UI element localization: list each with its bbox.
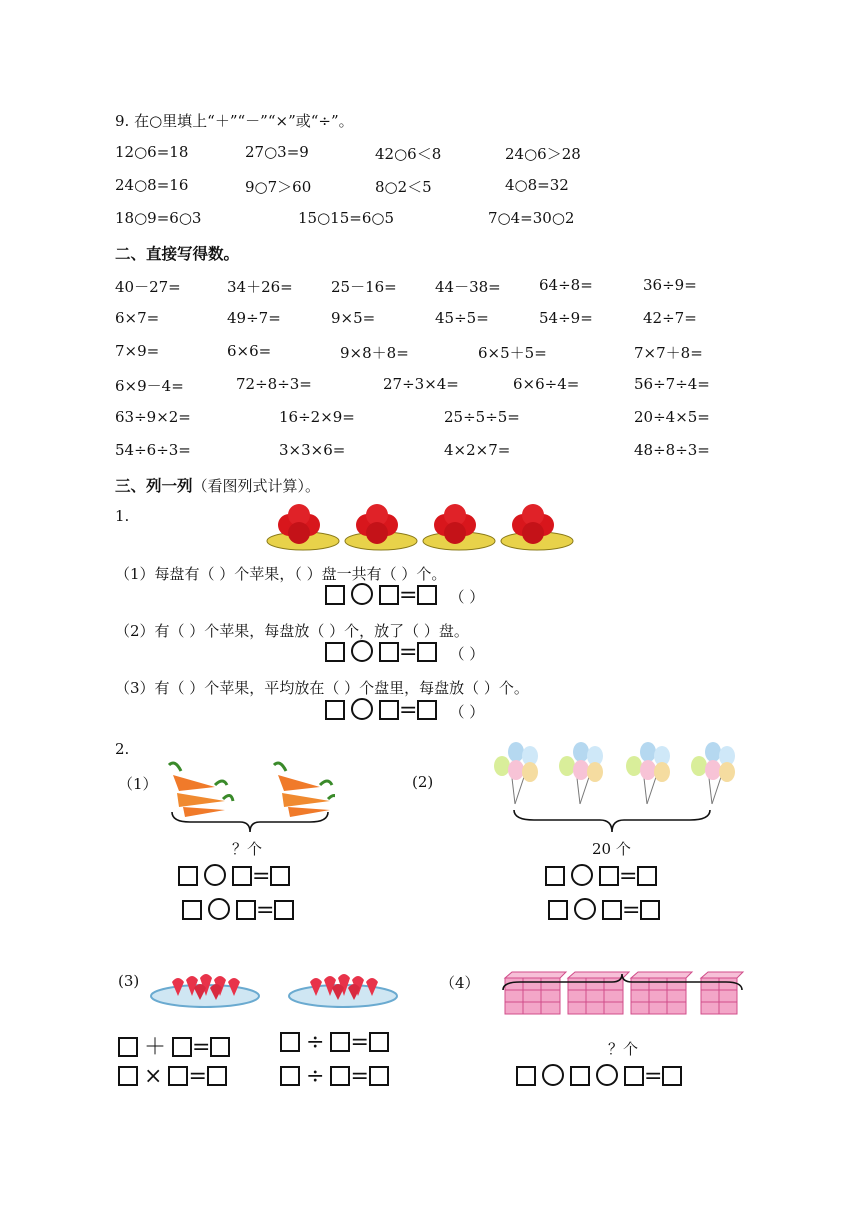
calc-item: 54÷6÷3=: [115, 441, 191, 459]
calc-item: 63÷9×2=: [115, 408, 191, 426]
brace: [170, 810, 330, 834]
calc-item: 64÷8=: [539, 276, 593, 294]
q2-sub3-label: (3): [118, 972, 140, 990]
calc-item: 9×8＋8=: [340, 344, 409, 362]
q1-label: 1.: [115, 507, 130, 525]
q9-item: 12○6=18: [115, 143, 189, 161]
equation-blank: = （ ）: [325, 698, 484, 723]
calc-item: 45÷5=: [435, 309, 489, 327]
equation-blank: =: [516, 1064, 682, 1089]
calc-item: 27÷3×4=: [383, 375, 459, 393]
calc-item: 48÷8÷3=: [634, 441, 710, 459]
equation-blank: =: [182, 898, 294, 923]
calc-item: 49÷7=: [227, 309, 281, 327]
calc-item: 36÷9=: [643, 276, 697, 294]
strawberry-plates-image: [150, 962, 410, 1010]
calc-item: 20÷4×5=: [634, 408, 710, 426]
q2-sub4-label: （4）: [440, 974, 480, 992]
q2-label: 2.: [115, 740, 130, 758]
apple-plate: [345, 504, 417, 550]
apple-plate: [423, 504, 495, 550]
q1-sub3-text: （3）有（ ）个苹果，平均放在（ ）个盘里，每盘放（ ）个。: [115, 679, 529, 697]
q9-title: 9. 在○里填上“＋”“－”“×”或“÷”。: [115, 112, 354, 130]
calc-item: 6×6÷4=: [513, 375, 580, 393]
q2-sub1-label: （1）: [118, 775, 158, 793]
calc-item: 4×2×7=: [444, 441, 511, 459]
equation-blank: = （ ）: [325, 583, 484, 608]
equation-blank: ÷ =: [280, 1064, 389, 1089]
apple-plate: [501, 504, 573, 550]
carrot-bunch: [274, 763, 335, 817]
q9-item: 15○15=6○5: [298, 209, 395, 227]
q1-sub1-text: （1）每盘有（ ）个苹果，（ ）盘一共有（ ）个。: [115, 565, 447, 583]
calc-item: 40－27=: [115, 278, 181, 296]
balloon-bunch: [494, 742, 538, 804]
q9-item: 24○8=16: [115, 176, 189, 194]
gift-box: [631, 972, 692, 1014]
balloon-bunch: [559, 742, 603, 804]
gift-box: [701, 972, 743, 1014]
equation-blank: ＋ =: [118, 1030, 230, 1061]
calc-item: 6×6=: [227, 342, 272, 360]
equation-blank: =: [545, 864, 657, 889]
q9-item: 27○3=9: [245, 143, 309, 161]
calc-item: 54÷9=: [539, 309, 593, 327]
calc-item: 56÷7÷4=: [634, 375, 710, 393]
gift-box: [568, 972, 629, 1014]
balloons-image: [490, 738, 740, 808]
calc-item: 34＋26=: [227, 278, 293, 296]
calc-item: 72÷8÷3=: [236, 375, 312, 393]
q2-sub2-label: (2): [412, 773, 434, 791]
strawberry-plate: [151, 974, 259, 1007]
section3-title: [115, 474, 320, 496]
equation-blank: × =: [118, 1064, 227, 1089]
calc-item: 6×9－4=: [115, 377, 184, 395]
calc-item: 6×5＋5=: [478, 344, 547, 362]
calc-item: 44－38=: [435, 278, 501, 296]
apple-plate: [267, 504, 339, 550]
balloon-bunch: [691, 742, 735, 804]
section3-title-note: （看图列式计算）。: [192, 477, 321, 495]
q9-item: 4○8=32: [505, 176, 569, 194]
calc-item: 7×7＋8=: [634, 344, 703, 362]
calc-item: 6×7=: [115, 309, 160, 327]
unknown-count-label: ？个: [232, 840, 263, 858]
q9-item: 18○9=6○3: [115, 209, 202, 227]
brace: [512, 808, 712, 834]
equation-blank: = （ ）: [325, 640, 484, 665]
section3-title-main: 三、列一列: [115, 477, 193, 495]
q9-item: 8○2＜5: [375, 178, 432, 196]
section2-title: 二、直接写得数。: [115, 245, 240, 263]
calc-item: 3×3×6=: [279, 441, 346, 459]
equation-blank: =: [548, 898, 660, 923]
q9-item: 42○6＜8: [375, 145, 442, 163]
calc-item: 9×5=: [331, 309, 376, 327]
calc-item: 42÷7=: [643, 309, 697, 327]
q9-item: 7○4=30○2: [488, 209, 575, 227]
equation-blank: =: [178, 864, 290, 889]
equation-blank: ÷ =: [280, 1030, 389, 1055]
calc-item: 25－16=: [331, 278, 397, 296]
apple-plates-image: [265, 495, 575, 557]
calc-item: 25÷5÷5=: [444, 408, 520, 426]
q1-sub2-text: （2）有（ ）个苹果，每盘放（ ）个，放了（ ）盘。: [115, 622, 469, 640]
total-count-label: 20 个: [592, 840, 631, 858]
q9-item: 9○7＞60: [245, 178, 312, 196]
balloon-bunch: [626, 742, 670, 804]
strawberry-plate: [289, 974, 397, 1007]
gift-boxes-image: [500, 968, 750, 1018]
q9-item: 24○6＞28: [505, 145, 581, 163]
calc-item: 16÷2×9=: [279, 408, 355, 426]
gift-box: [505, 972, 566, 1014]
calc-item: 7×9=: [115, 342, 160, 360]
carrot-bunch: [169, 763, 233, 817]
unknown-count-label: ？个: [608, 1040, 639, 1058]
